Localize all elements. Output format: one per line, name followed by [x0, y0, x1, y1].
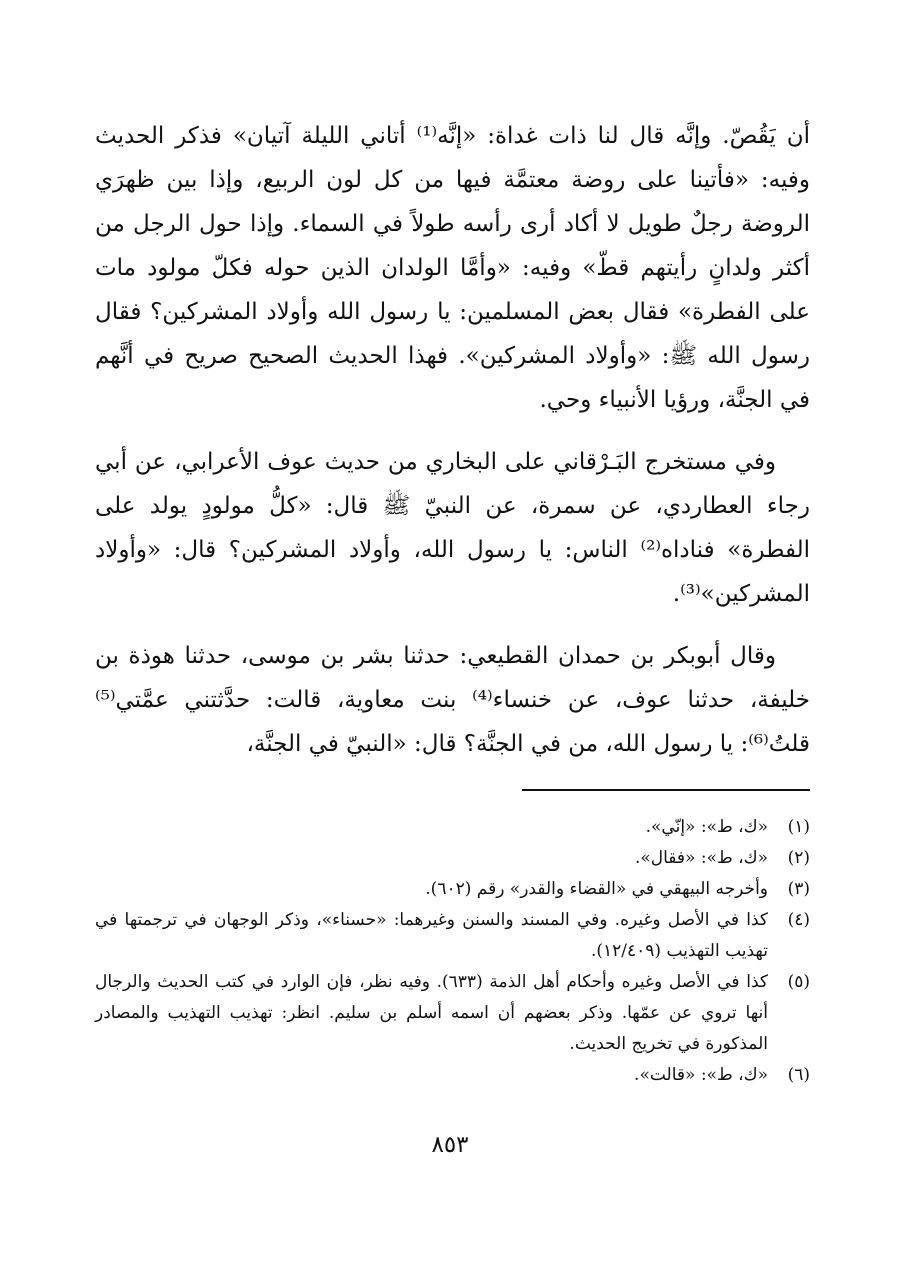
footnote-text: «ك، ط»: «قالت».	[634, 1065, 768, 1085]
footnote-text: كذا في الأصل وغيره. وفي المسند والسنن وغيرهما: «حسناء»، وذكر الوجهان في ترجمتها في تهذيب التهذيب (١٢/٤٠٩).	[95, 910, 768, 961]
footnote-number: (٤)	[787, 910, 810, 930]
footnote-number: (٦)	[787, 1065, 810, 1085]
footnote-text: كذا في الأصل وغيره وأحكام أهل الذمة (٦٣٣). وفيه نظر، فإن الوارد في كتب الحديث والرجال أنها تروي عن عمّها. وذكر بعضهم أن اسمه أسلم بن سليم. انظر: تهذيب التهذيب والمصادر المذكورة في تخريج الحديث.	[95, 972, 768, 1054]
footnote-text: وأخرجه البيهقي في «القضاء والقدر» رقم (٦٠٢).	[425, 879, 768, 899]
footnote-2	[95, 843, 810, 874]
footnotes	[95, 812, 810, 1091]
footnote-divider	[522, 789, 810, 791]
footnote-3	[95, 874, 810, 905]
footnote-6	[95, 1060, 810, 1091]
page-number: ٨٥٣	[431, 1132, 469, 1158]
footnote-5	[95, 967, 810, 1060]
footnote-number: (٣)	[787, 879, 810, 899]
footnote-4	[95, 905, 810, 967]
footnote-number: (٥)	[787, 972, 810, 992]
main-text	[95, 114, 810, 766]
footnote-number: (١)	[787, 817, 810, 837]
footnote-number: (٢)	[787, 848, 810, 868]
paragraph-2: وفي مستخرج البَـرْقاني على البخاري من حديث عوف الأعرابي، عن أبي رجاء العطاردي، عن سمرة، عن النبيّ ﷺ قال: «كلُّ مولودٍ يولد على الفطرة» فناداه⁽²⁾ الناس: يا رسول الله، وأولاد المشركين؟ قال: «وأولاد المشركين»⁽³⁾.	[95, 449, 811, 607]
footnote-text: «ك، ط»: «فقال».	[634, 848, 768, 868]
footnote-1	[95, 812, 810, 843]
paragraph-1: أن يَقُصّ. وإنَّه قال لنا ذات غداة: «إنَّه⁽¹⁾ أتاني الليلة آتيان» فذكر الحديث وفيه: «فأتينا على روضة معتمَّة فيها من كل لون الربيع، وإذا بين ظهرَي الروضة رجلٌ طويل لا أكاد أرى رأسه طولاً في السماء. وإذا حول الرجل من أكثر ولدانٍ رأيتهم قطّ» وفيه: «وأمَّا الولدان الذين حوله فكلّ مولود مات على الفطرة» فقال بعض المسلمين: يا رسول الله وأولاد المشركين؟ فقال رسول الله ﷺ: «وأولاد المشركين». فهذا الحديث الصحيح صريح في أنَّهم في الجنَّة، ورؤيا الأنبياء وحي.	[95, 123, 810, 413]
paragraph-3: وقال أبوبكر بن حمدان القطيعي: حدثنا بشر بن موسى، حدثنا هوذة بن خليفة، حدثنا عوف، عن خنساء⁽⁴⁾ بنت معاوية، قالت: حدَّثتني عمَّتي⁽⁵⁾ قلتُ⁽⁶⁾: يا رسول الله، من في الجنَّة؟ قال: «النبيّ في الجنَّة،	[95, 643, 811, 757]
footnote-text: «ك، ط»: «إنّي».	[645, 817, 768, 837]
